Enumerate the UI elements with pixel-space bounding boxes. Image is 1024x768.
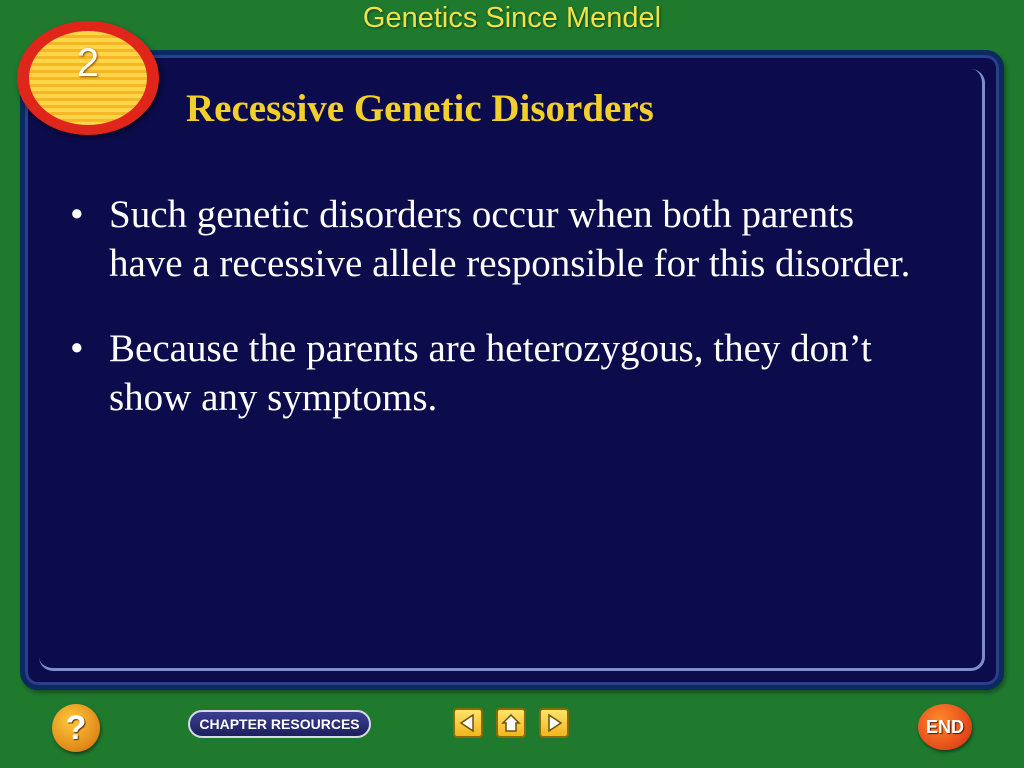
right-arrow-icon xyxy=(544,713,564,733)
bullet-marker: • xyxy=(70,193,84,236)
section-number: 2 xyxy=(76,41,100,85)
next-slide-button[interactable] xyxy=(539,708,569,738)
previous-slide-button[interactable] xyxy=(453,708,483,738)
bullet-item xyxy=(70,324,930,422)
section-badge xyxy=(17,21,159,135)
presentation-title: Genetics Since Mendel xyxy=(362,2,662,34)
section-badge-core xyxy=(29,31,147,125)
help-button[interactable]: ? xyxy=(52,704,100,752)
home-button[interactable] xyxy=(496,708,526,738)
chapter-resources-button[interactable]: CHAPTER RESOURCES xyxy=(188,710,371,738)
home-icon xyxy=(501,713,521,733)
bullet-list xyxy=(70,190,930,458)
bullet-text: Such genetic disorders occur when both parents have a recessive allele responsible for this disorder. xyxy=(109,193,911,285)
left-arrow-icon xyxy=(458,713,478,733)
end-button[interactable]: END xyxy=(918,704,972,750)
bullet-item xyxy=(70,190,930,288)
slide-heading: Recessive Genetic Disorders xyxy=(186,87,654,130)
bullet-marker: • xyxy=(70,327,84,370)
bullet-text: Because the parents are heterozygous, they don’t show any symptoms. xyxy=(109,327,872,419)
